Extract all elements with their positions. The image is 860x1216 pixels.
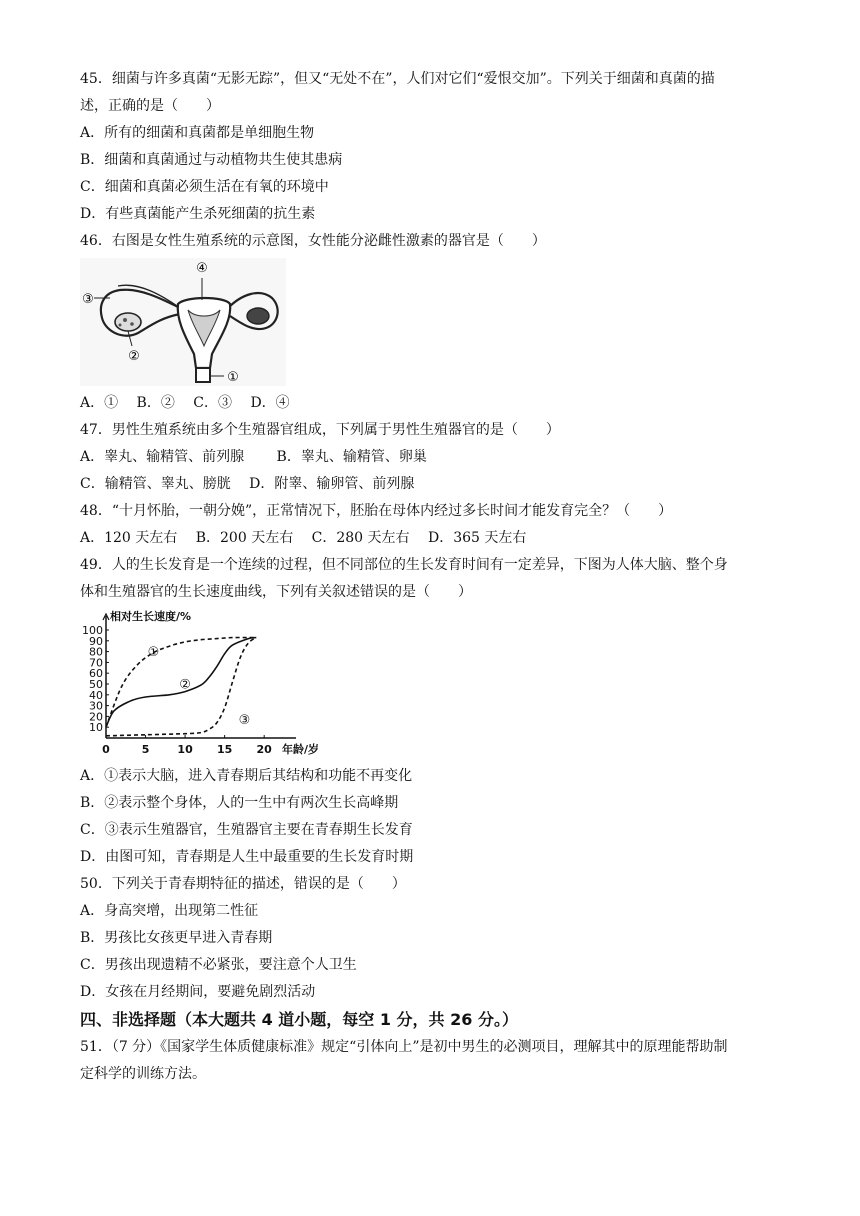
q46-stem: 46．右图是女性生殖系统的示意图，女性能分泌雌性激素的器官是（ ） <box>80 233 546 249</box>
q46-options: A．① B．② C．③ D．④ <box>80 395 290 411</box>
x-tick-label-15: 15 <box>216 743 233 756</box>
x-tick-label-5: 5 <box>141 743 150 756</box>
q45-option-d: D．有些真菌能产生杀死细菌的抗生素 <box>80 206 316 222</box>
growth-speed-chart <box>80 608 320 760</box>
q50-option-b: B．男孩比女孩更早进入青春期 <box>80 930 273 946</box>
q50-stem: 50．下列关于青春期特征的描述，错误的是（ ） <box>80 876 406 892</box>
q45-stem-line2: 述，正确的是（ ） <box>80 98 220 114</box>
y-tick-label-10: 10 <box>89 721 103 735</box>
right-ovary <box>247 308 269 324</box>
x-tick-label-10: 10 <box>177 743 193 756</box>
q51-stem-line2: 定科学的训练方法。 <box>80 1066 206 1082</box>
q45-option-b: B．细菌和真菌通过与动植物共生使其患病 <box>80 152 343 168</box>
q50-option-a: A．身高突增，出现第二性征 <box>80 903 259 919</box>
label-1: ① <box>227 370 239 385</box>
y-tick-label-30: 30 <box>89 699 103 713</box>
q49-option-c: C．③表示生殖器官，生殖器官主要在青春期生长发育 <box>80 822 413 838</box>
female-reproductive-system-figure <box>80 258 286 386</box>
x-axis-label: 年龄/岁 <box>282 743 320 756</box>
q45-stem-line1: 45．细菌与许多真菌“无影无踪”，但又“无处不在”，人们对它们“爱恨交加”。下列关于细菌和真菌的描 <box>80 71 715 87</box>
left-ovary <box>115 313 141 331</box>
q49-stem-line2: 体和生殖器官的生长速度曲线，下列有关叙述错误的是（ ） <box>80 584 472 600</box>
y-tick-label-90: 90 <box>89 634 103 648</box>
y-tick-label-50: 50 <box>89 678 103 691</box>
y-tick-label-20: 20 <box>89 710 103 724</box>
y-tick-label-40: 40 <box>89 688 103 702</box>
q48-options: A．120 天左右 B．200 天左右 C．280 天左右 D．365 天左右 <box>80 530 527 546</box>
y-tick-label-100: 100 <box>82 624 103 637</box>
q47-stem: 47．男性生殖系统由多个生殖器官组成，下列属于男性生殖器官的是（ ） <box>80 422 560 438</box>
q49-option-d: D．由图可知，青春期是人生中最重要的生长发育时期 <box>80 849 414 865</box>
y-tick-label-80: 80 <box>89 645 103 659</box>
q49-stem-line1: 49．人的生长发育是一个连续的过程，但不同部位的生长发育时间有一定差异，下图为人体大脑、整个身 <box>80 557 728 573</box>
q51-stem-line1: 51．（7 分）《国家学生体质健康标准》规定“引体向上”是初中男生的必测项目，理解其中的原理能帮助制 <box>80 1039 728 1055</box>
q48-stem: 48．“十月怀胎，一朝分娩”，正常情况下，胚胎在母体内经过多长时间才能发育完全？（ ） <box>80 503 673 519</box>
y-tick-label-70: 70 <box>89 656 103 670</box>
x-tick-label-20: 20 <box>256 743 272 756</box>
y-axis-label: 相对生长速度/% <box>110 610 192 623</box>
q47-options-row1: A．睾丸、输精管、前列腺 B．睾丸、输精管、卵巢 <box>80 449 427 465</box>
label-2: ② <box>128 349 140 364</box>
x-tick-label-0: 0 <box>102 743 110 756</box>
q50-option-d: D．女孩在月经期间，要避免剧烈活动 <box>80 984 316 1000</box>
series-label-1: ① <box>147 644 160 660</box>
series-label-3: ③ <box>238 712 251 728</box>
series-label-2: ② <box>179 677 191 693</box>
y-tick-label-60: 60 <box>89 667 103 681</box>
vagina <box>196 368 210 382</box>
q47-options-row2: C．输精管、睾丸、膀胱 D．附睾、输卵管、前列腺 <box>80 476 415 492</box>
q45-option-c: C．细菌和真菌必须生活在有氧的环境中 <box>80 179 329 195</box>
section-4-title: 四、非选择题（本大题共 4 道小题，每空 1 分，共 26 分。） <box>80 1010 518 1029</box>
q49-option-b: B．②表示整个身体，人的一生中有两次生长高峰期 <box>80 795 399 811</box>
q50-option-c: C．男孩出现遗精不必紧张，要注意个人卫生 <box>80 957 357 973</box>
label-3: ③ <box>82 292 94 307</box>
label-4: ④ <box>196 261 208 276</box>
q49-option-a: A．①表示大脑，进入青春期后其结构和功能不再变化 <box>80 768 413 784</box>
q45-option-a: A．所有的细菌和真菌都是单细胞生物 <box>80 125 315 141</box>
